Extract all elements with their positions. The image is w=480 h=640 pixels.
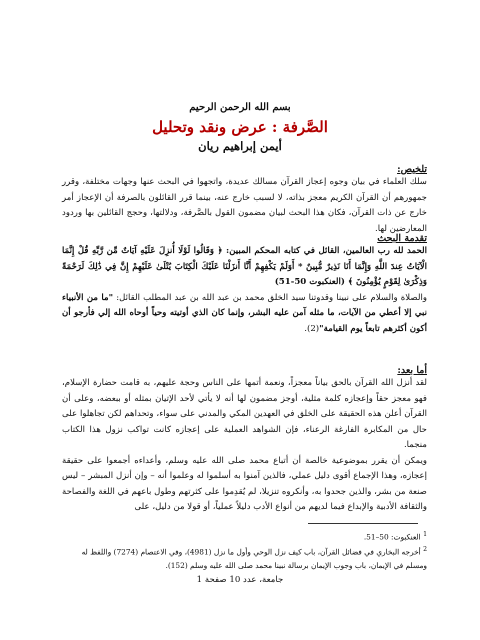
- footnote-1: [62, 528, 427, 543]
- abstract-heading: تلخيص:: [397, 164, 427, 175]
- intro-heading: تقدمة البحث: [377, 233, 427, 244]
- footnotes-section: [62, 528, 427, 572]
- page-footer: جامعة، عدد 10 صفحة 1: [196, 575, 284, 585]
- quran-quote-paragraph: الحمد لله رب العالمين، القائل في كتابه المحكم المبين: ﴿ وَقَالُوا لَوْلَا أُنزِلَ عَلَيْهِ آيَاتٌ مِّن رَّبِّهِ قُلْ إِنَّمَا الْآيَاتُ عِندَ اللَّهِ وَإِنَّمَا أَنَا نَذِيرٌ مُّبِينٌ * أَوَلَمْ يَكْفِهِمْ أَنَّا أَنزَلْنَا عَلَيْكَ الْكِتَابَ يُتْلَىٰ عَلَيْهِمْ إِنَّ فِي ذَٰلِكَ لَرَحْمَةً وَذِكْرَىٰ لِقَوْمٍ يُؤْمِنُونَ ﴾ (العنكبوت 50-51): [62, 246, 427, 287]
- abstract-text: سلك العلماء في بيان وجوه إعجاز القرآن مسالك عديدة، واتجهوا في البحث عنها وجهات مختلفة، وقرر جمهورهم أن القرآن الكريم معجز بذاته، لا لسبب خارج عنه، بينما قرر القائلون بالصرفة أن الإعجاز أمر خارج عن ذات القرآن، فكان هذا البحث لبيان مضمون القول بالصَّرفة، ودلالتها، وحجج القائلين بها وردود المعارضين لها.: [62, 177, 427, 234]
- footnote-divider: [308, 523, 418, 524]
- body-paragraph-2: ويمكن أن يقرر بموضوعية خالصة أن أتباع محمد صلى الله عليه وسلم، وأعداءه أجمعوا على حقيقة إعجازه، وهذا الإجماع أقوى دليل عملي، فالذين آمنوا به أسلموا له وعلموا أنه – وإن أنزل المبشر – ليس صنعة من بشر، والذين جحدوا به، وأنكروه تنزيلا، لم يُقدِموا على كثرتهم وطول باعهم في اللغة والفصاحة والثقافة الأدبية والإبداع فيما لديهم من أنواع الأدب دليلاً عملياً، أو قولا من دليل، على: [62, 455, 427, 512]
- footnote-text: أخرجه البخاري في فضائل القرآن، باب كيف نزل الوحي وأول ما نزل (4981)، وفي الاعتصام (7274) واللفظ له ومسلم في الإيمان، باب وجوب الإيمان برسالة نبينا محمد صلى الله عليه وسلم (152).: [81, 547, 427, 570]
- footnote-ref-2: (2).: [304, 323, 320, 334]
- body-heading: أما بعد:: [397, 365, 427, 376]
- footnote-mark: 2: [423, 546, 427, 554]
- article-title: الصَّرفة : عرض ونقد وتحليل: [152, 118, 328, 136]
- author-name: أيمن إبراهيم ريان: [198, 139, 282, 153]
- intro-section: [62, 233, 427, 337]
- hadith-quote: "ما من الأنبياء نبي إلا أعطي من الآيات، ما مثله آمن عليه البشر، وإنما كان الذي أوتيته وحياً أوحاه الله إلي فأرجو أن أكون أكثرهم تابعاً يوم القيامة": [62, 292, 427, 334]
- body-section: [62, 365, 427, 516]
- hadith-lead: والصلاة والسلام على نبينا وقدوتنا سيد الخلق محمد بن عبد الله بن عبد المطلب القائل:: [113, 292, 428, 303]
- basmala: بسم الله الرحمن الرحيم: [189, 102, 291, 113]
- hadith-paragraph: [62, 291, 427, 338]
- body-paragraph-1: لقد أنزل الله القرآن بالحق بياناً معجزاً، ونعمة أتمها على الناس وحجة عليهم، به قامت حضارة الإسلام، فهو معجز حقاً وإعجازه كلمة مثلية، أوجز مضمون لها أنه لا يأتي لأحد الإتيان بمثله أو ببعضه، وعلى أن القرآن أعلن هذه الحقيقة على الخلق في العهدين المكي والمدني على سواء، وتحداهم لكن تجاهلوا على حال من المكابرة الفارغة الرعناء، فإن الشواهد العملية على إعجازه كانت تواكب نزول هذا الكتاب منجما.: [62, 378, 427, 450]
- abstract-section: [62, 164, 427, 237]
- footnote-2: [62, 543, 427, 571]
- footnote-mark: 1: [423, 531, 427, 538]
- footnote-text: العنكبوت: 50–51.: [363, 532, 421, 542]
